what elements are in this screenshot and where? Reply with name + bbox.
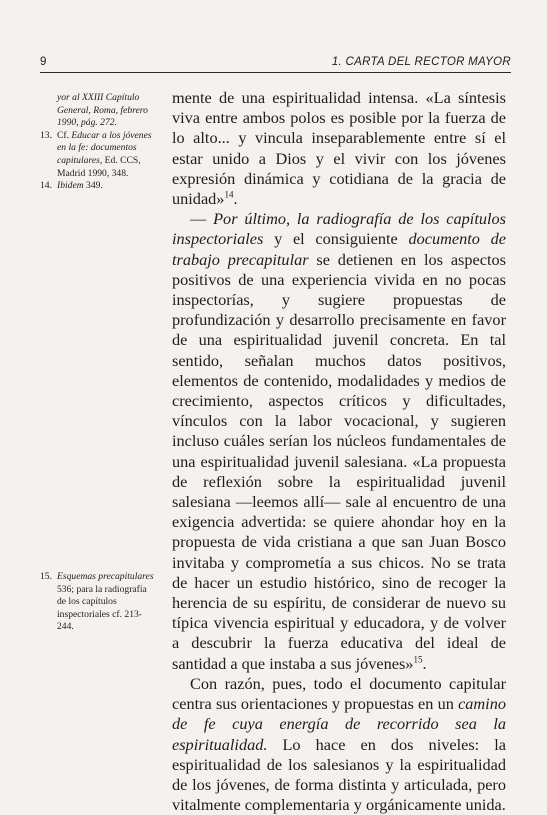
page-number: 9: [40, 56, 47, 68]
footnote-continuation: [40, 92, 158, 130]
paragraph-2: [172, 209, 506, 674]
paragraph-2-text-c: se detienen en los aspectos positivos de una experiencia vivida en no pocas inspectorías, y sugiere propuestas de profundización y desarrollo precisamente en favor de una espiritualidad juvenil concreta. En tal sentido, señalan muchos datos positivos, elementos de contenido, modalidades y medios de crecimiento, aspectos críticos y dificultades, vínculos con la labor vocacional, y sugieren incluso cuáles serían los núcleos fundamentales de una espiritualidad juvenil salesiana. «La propuesta de reflexión sobre la espiritualidad juvenil salesiana —leemos allí— sale al encuentro de una exigencia advertida: se quiere ahondar hoy en la propuesta de vida cristiana a que san Juan Bosco invitaba y comprometía a sus chicos. No se trata de hacer un estudio histórico, sino de recoger la herencia de su espíritu, de considerar de nuevo su típica vivencia espiritual y educadora, y de volver a descubrir la fuerza educativa del ideal de santidad a que instaba a sus jóvenes»: [172, 249, 506, 673]
footnote-continuation-text: yor al XXIII Capítulo General, Roma, febrero 1990, pág. 272.: [57, 92, 148, 129]
paragraph-1-text: mente de una espiritualidad intensa. «La síntesis viva entre ambos polos es posible por la fuerza de lo alto... y vincula inseparablemente entre sí el estar unido a Dios y el vivir con los jóvenes expresión dinámica y cotidiana de la gracia de unidad»: [172, 88, 506, 209]
footnote-13-pre: Cf.: [57, 129, 72, 141]
running-head: 1. CARTA DEL RECTOR MAYOR: [331, 56, 511, 68]
footnotes-top: [40, 92, 158, 193]
footnote-13: [40, 130, 158, 180]
paragraph-2-emphasis-2: documento de trabajo precapitular: [172, 229, 507, 269]
paragraph-2-text-b: y el consiguiente: [263, 229, 409, 249]
footnote-14-post: 349.: [83, 180, 103, 192]
paragraph-2-emphasis-1: Por último, la radiografía de los capítulos inspectoriales: [172, 209, 506, 249]
paragraph-2-dash: —: [190, 209, 214, 229]
footnote-13-title: Educar a los jóvenes en la fe: documentos capitulares: [57, 129, 152, 166]
footnote-14-number: 14.: [40, 180, 52, 192]
paragraph-1: [172, 88, 506, 209]
footnote-ref-14: 14: [224, 189, 234, 200]
footnote-14-title: Ibidem: [57, 180, 84, 192]
footnote-13-post: , Ed. CCS, Madrid 1990, 348.: [57, 154, 141, 179]
footnote-14-text: [40, 180, 158, 193]
paragraph-3-emphasis: camino de fe cuya energía de recorrido sea la espiritualidad.: [172, 694, 506, 754]
footnote-15-number: 15.: [40, 571, 52, 582]
main-text: [172, 88, 506, 815]
footnote-14: [40, 180, 158, 193]
footnote-ref-15: 15: [413, 654, 423, 665]
footnotes-bottom: [40, 571, 158, 634]
paragraph-3: [172, 674, 506, 815]
paragraph-2-end: .: [422, 653, 427, 673]
footnote-15-title: Esquemas precapitulares: [57, 571, 154, 582]
paragraph-3-text-b: Lo hace en dos niveles: la espiritualidad de los salesianos y la espiritualidad de los jóvenes, de forma distinta y articulada, pero vitalmente complementaria y orgánicamente unida.: [172, 734, 506, 815]
footnote-15-text: [40, 571, 158, 634]
paragraph-3-text-a: Con razón, pues, todo el documento capitular centra sus orientaciones y propuestas en un: [172, 673, 506, 714]
footnote-13-number: 13.: [40, 129, 52, 141]
footnote-13-text: [40, 130, 158, 180]
footnote-15-post: 536; para la radiografía de los capítulos inspectoriales cf. 213-244.: [57, 583, 147, 633]
paragraph-1-end: .: [233, 189, 238, 209]
footnote-15: [40, 571, 158, 634]
page-header: [40, 56, 511, 73]
